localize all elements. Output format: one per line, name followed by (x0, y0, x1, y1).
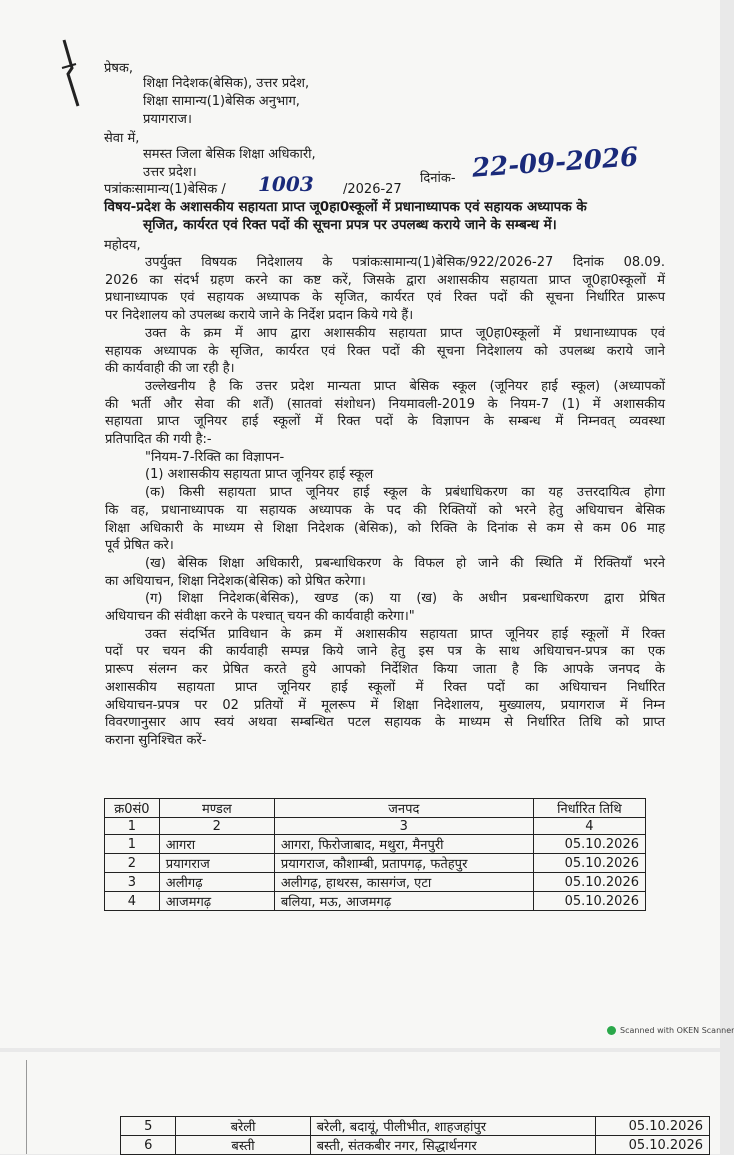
body-line: (ग) शिक्षा निदेशक(बेसिक), खण्ड (क) या (ख) के अधीन प्रबन्धाधिकरण द्वारा प्रेषित (145, 591, 665, 607)
serial-cell: 5 (121, 1117, 176, 1136)
table-row (121, 1117, 710, 1136)
header-janpad: जनपद (274, 799, 533, 818)
body-line: सहायता प्राप्त जूनियर हाई स्कूलों में रिक्त पदों के विज्ञापन के सम्बन्ध में निम्नवत् व्यवस्था (105, 414, 665, 430)
body-line: उक्त के क्रम में आप द्वारा अशासकीय सहायता प्राप्त जू0हा0स्कूलों में प्रधानाध्यापक एवं (145, 325, 665, 341)
recipient-line-2: उत्तर प्रदेश। (143, 165, 197, 180)
date-cell: 05.10.2026 (533, 854, 645, 873)
sender-line-1: शिक्षा निदेशक(बेसिक), उत्तर प्रदेश, (143, 76, 310, 91)
page-edge (26, 1060, 27, 1154)
sender-label: प्रेषक, (104, 61, 134, 76)
table-numbering-row (105, 818, 646, 835)
body-line: का अधियाचन, शिक्षा निदेशक(बेसिक) को प्रेषित करेगा। (105, 573, 366, 589)
date-cell: 05.10.2026 (596, 1136, 710, 1155)
mandal-cell: प्रयागराज (159, 854, 274, 873)
janpad-cell: बलिया, मऊ, आजमगढ़ (274, 892, 533, 911)
date-label: दिनांक- (420, 171, 456, 186)
table-row (105, 854, 646, 873)
schedule-table (104, 798, 646, 911)
body-line: उक्त संदर्भित प्राविधान के क्रम में अशासकीय सहायता प्राप्त जूनियर हाई स्कूलों में रिक्त (145, 626, 665, 642)
table-header-row (105, 799, 646, 818)
table-row (121, 1136, 710, 1155)
salutation: महोदय, (104, 238, 141, 253)
body-line: "नियम-7-रिक्ति का विज्ञापन- (145, 449, 285, 465)
serial-cell: 3 (105, 873, 160, 892)
mandal-cell: बरेली (176, 1117, 310, 1136)
scanner-watermark (607, 1026, 734, 1035)
handwritten-ref-number: 1003 (258, 172, 314, 196)
scanner-logo-icon (607, 1026, 616, 1035)
mandal-cell: आगरा (159, 835, 274, 854)
body-line: शिक्षा अधिकारी के माध्यम से शिक्षा निदेशक (बेसिक), को रिक्ति के दिनांक से कम से कम 06 माह (105, 520, 665, 536)
schedule-table-continued (120, 1116, 710, 1155)
body-line: कि वह, प्रधानाध्यापक या सहायक अध्यापक के पद की रिक्तियों को भरने हेतु अधियाचन बेसिक (105, 502, 665, 518)
body-line: (1) अशासकीय सहायता प्राप्त जूनियर हाई स्कूल (145, 467, 374, 483)
body-line: कराना सुनिश्चित करें- (105, 732, 207, 748)
number-cell: 3 (274, 818, 533, 835)
serial-cell: 4 (105, 892, 160, 911)
body-line: पर निदेशालय को उपलब्ध कराये जाने के निर्देश प्रदान किये गये हैं। (105, 308, 414, 324)
body-line: पूर्व प्रेषित करे। (105, 538, 174, 554)
body-line: की भर्ती और सेवा की शर्तें) (सातवां संशोधन) नियमावली-2019 के नियम-7 (1) में अशासकीय (105, 396, 665, 412)
janpad-cell: अलीगढ़, हाथरस, कासगंज, एटा (274, 873, 533, 892)
body-line: अधियाचन-प्रपत्र पर 02 प्रतियों में मूलरूप में शिक्षा निदेशालय, मुख्यालय, प्रयागराज में निम्न (105, 697, 665, 713)
reference-prefix: पत्रांकःसामान्य(1)बेसिक / (104, 182, 226, 197)
number-cell: 2 (159, 818, 274, 835)
serial-cell: 6 (121, 1136, 176, 1155)
reference-year: /2026-27 (343, 182, 402, 197)
body-line: विवरणानुसार आप स्वयं अथवा सम्बन्धित पटल सहायक के माध्यम से निर्धारित तिथि को प्राप्त (105, 715, 665, 731)
staple-mark-icon (58, 38, 84, 108)
header-mandal: मण्डल (159, 799, 274, 818)
number-cell: 4 (533, 818, 645, 835)
mandal-cell: बस्ती (176, 1136, 310, 1155)
body-line: पदों पर चयन की कार्यवाही सम्पन्न किये जाने हेतु इस पत्र के साथ अधियाचन-प्रपत्र का एक (105, 644, 665, 660)
body-line: सहायक अध्यापक के सृजित, कार्यरत एवं रिक्त पदों की सूचना निदेशालय को उपलब्ध कराये जाने (105, 343, 665, 359)
body-line: 2026 का संदर्भ ग्रहण करने का कष्ट करें, जिसके द्वारा अशासकीय सहायता प्राप्त जू0हा0स्कूलों में (105, 272, 665, 288)
number-cell: 1 (105, 818, 160, 835)
body-line: की कार्यवाही की जा रही है। (105, 361, 235, 377)
body-line: (ख) बेसिक शिक्षा अधिकारी, प्रबन्धाधिकरण के विफल हो जाने की स्थिति में रिक्तियाँ भरने (145, 555, 665, 571)
body-line: उपर्युक्त विषयक निदेशालय के पत्रांकःसामान्य(1)बेसिक/922/2026-27 दिनांक 08.09. (145, 255, 665, 270)
janpad-cell: बस्ती, संतकबीर नगर, सिद्धार्थनगर (310, 1136, 595, 1155)
serial-cell: 2 (105, 854, 160, 873)
table-row (105, 835, 646, 854)
date-cell: 05.10.2026 (596, 1117, 710, 1136)
body-line: प्रतिपादित की गयी है:- (105, 432, 212, 447)
body-line: प्रधानाध्यापक एवं सहायक अध्यापक के सृजित, कार्यरत एवं रिक्त पदों की सूचना निर्धारित प्रारूप (105, 290, 665, 306)
body-line: अशासकीय सहायता प्राप्त जूनियर हाई स्कूलों में रिक्त पदों का अधियाचन निर्धारित (105, 679, 665, 695)
table-row (105, 892, 646, 911)
body-line: (क) किसी सहायता प्राप्त जूनियर हाई स्कूल के प्रबंधाधिकरण का यह उत्तरदायित्व होगा (145, 485, 665, 501)
subject-line-1: विषय-प्रदेश के अशासकीय सहायता प्राप्त जू0हा0स्कूलों में प्रधानाध्यापक एवं सहायक अध्यापक के (104, 199, 587, 215)
sender-line-2: शिक्षा सामान्य(1)बेसिक अनुभाग, (143, 94, 300, 109)
date-cell: 05.10.2026 (533, 892, 645, 911)
header-serial: क्र0सं0 (105, 799, 160, 818)
janpad-cell: आगरा, फिरोजाबाद, मथुरा, मैनपुरी (274, 835, 533, 854)
scanner-text: Scanned with OKEN Scanner (620, 1026, 734, 1035)
handwritten-date: 22-09-2026 (471, 142, 640, 184)
header-date: निर्धारित तिथि (533, 799, 645, 818)
recipient-line-1: समस्त जिला बेसिक शिक्षा अधिकारी, (143, 147, 316, 162)
body-line: प्रारूप संलग्न कर प्रेषित करते हुये आपको निर्देशित किया जाता है कि आपके जनपद के (105, 662, 665, 678)
date-cell: 05.10.2026 (533, 835, 645, 854)
mandal-cell: आजमगढ़ (159, 892, 274, 911)
body-line: अधियाचन की संवीक्षा करने के पश्चात् चयन की कार्यवाही करेगा।" (105, 609, 415, 624)
date-cell: 05.10.2026 (533, 873, 645, 892)
recipient-label: सेवा में, (104, 131, 140, 146)
mandal-cell: अलीगढ़ (159, 873, 274, 892)
janpad-cell: प्रयागराज, कौशाम्बी, प्रतापगढ़, फतेहपुर (274, 854, 533, 873)
body-line: उल्लेखनीय है कि उत्तर प्रदेश मान्यता प्राप्त बेसिक स्कूल (जूनियर हाई स्कूल) (अध्यापकों (145, 378, 665, 394)
subject-line-2: सृजित, कार्यरत एवं रिक्त पदों की सूचना प्रपत्र पर उपलब्ध कराये जाने के सम्बन्ध में। (143, 217, 557, 233)
letter-page-2 (0, 1052, 720, 1154)
sender-line-3: प्रयागराज। (143, 112, 192, 127)
serial-cell: 1 (105, 835, 160, 854)
table-row (105, 873, 646, 892)
janpad-cell: बरेली, बदायूं, पीलीभीत, शाहजहांपुर (310, 1117, 595, 1136)
